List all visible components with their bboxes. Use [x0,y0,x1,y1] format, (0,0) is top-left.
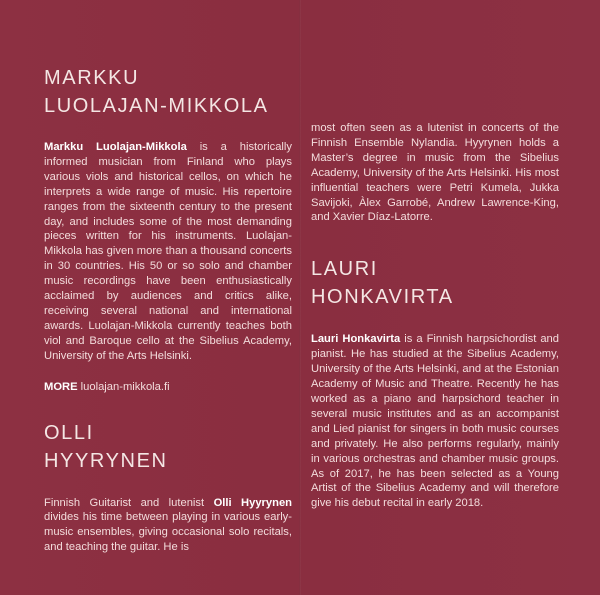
markku-website-link[interactable]: luolajan-mikkola.fi [80,380,170,393]
lauri-bio-name: Lauri Honkavirta [311,333,401,346]
olli-bio-continued: most often seen as a lutenist in concerts of the Finnish Ensemble Nylandia. Hyyrynen holds a Master’s degree in music from the Sibelius Academy, University of the Arts Helsinki. His most influential teachers were Petri Kumela, Jukka Savijoki, Àlex Garrobé, Andrew Lawrence-King, and Xavier Díaz-Latorre. [311,122,559,224]
markku-bio-text: is a historically informed musician from Finland who plays various viols and historical cellos, on which he interprets a wide range of music. His repertoire ranges from the sixteenth century to the present day, and includes some of the most demanding pieces written for his instruments. Luolajan-Mikkola has given more than a thousand concerts in 30 countries. His 50 or so solo and chamber music recordings have been enthusiastically acclaimed by audiences and critics alike, receiving several national and international awards. Luolajan-Mikkola currently teaches both viol and Baroque cello at the Sibelius Academy, University of the Arts Helsinki. [44,141,292,362]
page-fold [299,0,301,595]
lauri-heading [311,255,559,311]
more-label: MORE [44,380,78,393]
markku-heading [44,64,292,120]
olli-bio-text: divides his time between playing in various early-music ensembles, giving occasional solo recitals, and teaching the guitar. He is [44,511,292,554]
markku-name-line1: MARKKU [44,67,140,89]
olli-name-line2: HYYRYNEN [44,449,168,472]
olli-bio-start: Finnish Guitarist and lutenist [44,496,214,509]
right-column [311,121,559,511]
left-column [44,64,292,555]
olli-bio-name: Olli Hyyrynen [213,496,293,509]
markku-more [44,380,292,395]
lauri-bio-text: is a Finnish harpsichordist and pianist. He has studied at the Sibelius Academy, University of the Arts Helsinki, and at the Estonian Academy of Music and Theatre. Recently he has worked as a piano and harpsichord teacher in several music institutes and as an accompanist and Lied pianist for singers in both music courses and privately. He also performs regularly, mainly in various orchestras and chamber music groups. As of 2017, he has been selected as a Young Artist of the Sibelius Academy and will therefore give his debut recital in early 2018. [311,333,559,510]
markku-bio [44,140,292,364]
lauri-name-line2: HONKAVIRTA [311,286,454,309]
markku-name-line2: LUOLAJAN-MIKKOLA [44,95,269,117]
markku-bio-name: Markku Luolajan-Mikkola [44,141,187,153]
olli-heading [44,419,292,475]
olli-bio [44,496,292,556]
olli-name-line1: OLLI [44,421,94,444]
lauri-bio [311,332,559,511]
lauri-name-line1: LAURI [311,258,378,281]
